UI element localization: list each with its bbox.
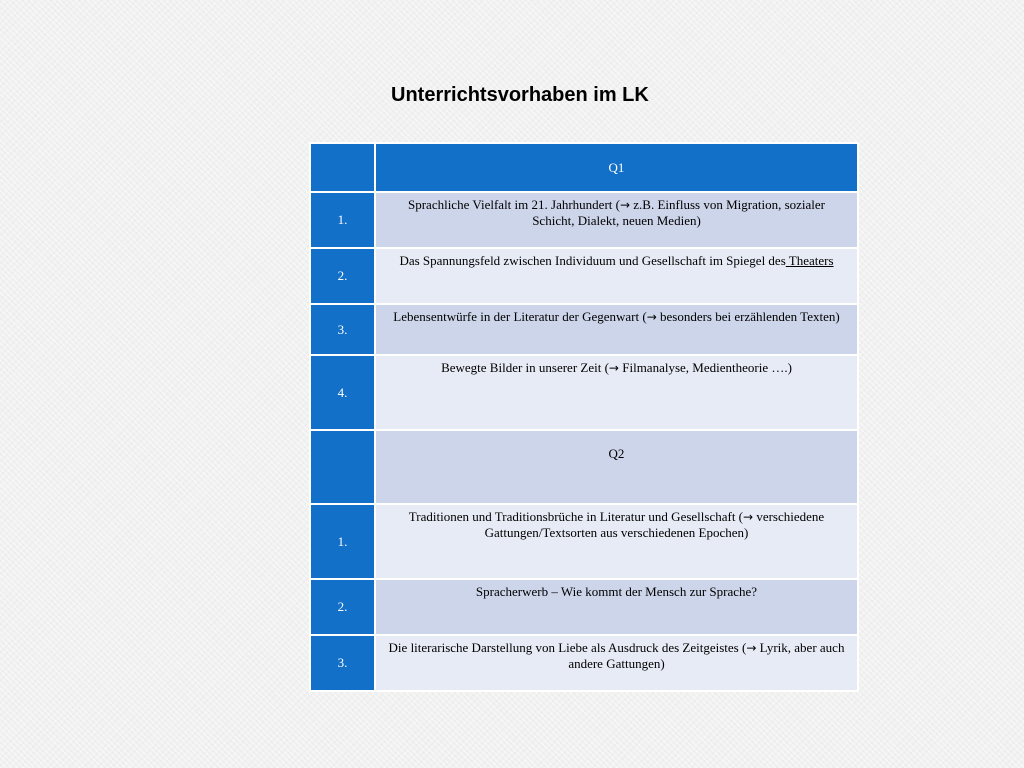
arrow-right-icon: → — [746, 641, 757, 655]
row-description — [375, 579, 858, 635]
text-segment: Spracherwerb – Wie kommt der Mensch zur Sprache? — [475, 584, 758, 599]
text-segment: Filmanalyse, Medientheorie ….) — [618, 360, 792, 375]
row-number: 2. — [310, 248, 375, 304]
row-description — [375, 248, 858, 304]
text-segment: Sprachliche Vielfalt im 21. Jahrhundert ( — [407, 197, 620, 212]
arrow-right-icon: → — [646, 310, 657, 324]
row-number: 3. — [310, 304, 375, 355]
row-description — [375, 504, 858, 579]
table-row-q1-header — [310, 143, 858, 192]
text-segment: Lebensentwürfe in der Literatur der Gegenwart ( — [393, 309, 647, 324]
text-segment: Traditionen und Traditionsbrüche in Literatur und Gesellschaft ( — [408, 509, 744, 524]
arrow-right-icon: → — [619, 198, 631, 212]
empty-corner-cell-q2 — [310, 430, 375, 504]
row-number: 1. — [310, 504, 375, 579]
q1-header-cell: Q1 — [375, 143, 858, 192]
table-row — [310, 504, 858, 579]
page-title: Unterrichtsvorhaben im LK — [391, 84, 649, 106]
text-segment: Die literarische Darstellung von Liebe als Ausdruck des Zeitgeistes ( — [388, 640, 747, 655]
row-description — [375, 304, 858, 355]
row-description — [375, 192, 858, 248]
row-number: 4. — [310, 355, 375, 430]
q2-header-cell: Q2 — [375, 430, 858, 504]
teaching-plan-table — [309, 142, 859, 692]
row-number: 2. — [310, 579, 375, 635]
text-segment: besonders bei erzählenden Texten) — [656, 309, 840, 324]
text-segment: Das Spannungsfeld zwischen Individuum und Gesellschaft im Spiegel des — [399, 253, 786, 268]
text-segment: verschiedene Gattungen/Textsorten aus verschiedenen Epochen) — [484, 509, 825, 540]
table-row-q2-header — [310, 430, 858, 504]
text-segment: z.B. Einfluss von Migration, sozialer Schicht, Dialekt, neuen Medien) — [532, 197, 825, 228]
row-number: 3. — [310, 635, 375, 691]
row-description — [375, 635, 858, 691]
table-row — [310, 579, 858, 635]
text-segment: Bewegte Bilder in unserer Zeit ( — [441, 360, 609, 375]
arrow-right-icon: → — [743, 510, 754, 524]
row-number: 1. — [310, 192, 375, 248]
text-segment: Lyrik, aber auch andere Gattungen) — [568, 640, 845, 671]
table-row — [310, 635, 858, 691]
table-row — [310, 192, 858, 248]
empty-corner-cell-q1 — [310, 143, 375, 192]
arrow-right-icon: → — [608, 361, 619, 375]
table-row — [310, 248, 858, 304]
underlined-text: Theaters — [785, 253, 834, 268]
table-row — [310, 355, 858, 430]
table-row — [310, 304, 858, 355]
row-description — [375, 355, 858, 430]
